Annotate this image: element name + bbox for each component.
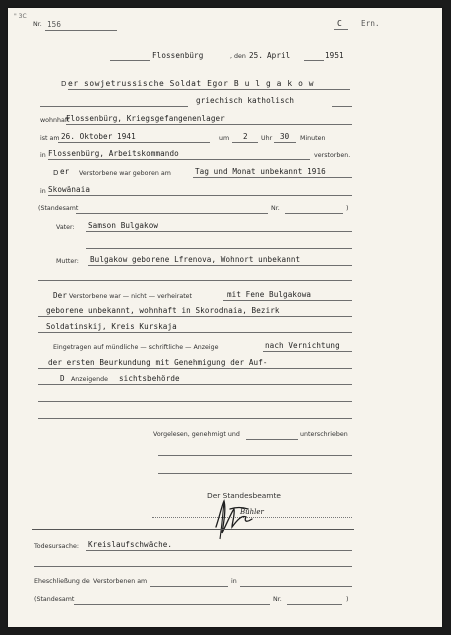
birth-place-in-label: in: [40, 188, 46, 195]
death-certificate-page: [8, 8, 442, 627]
vorgelesen-line: [246, 439, 298, 440]
spouse-value-1: mit Fene Bulgakowa: [227, 290, 312, 299]
place-value: Flossenbürg: [152, 51, 204, 60]
death-place-value: Flossenbürg, Arbeitskommando: [48, 149, 179, 158]
standesbeamte-label: Der Standesbeamte: [207, 491, 281, 500]
eingetragen-label: Eingetragen auf mündliche — schriftliche — Anzeige: [53, 344, 219, 351]
birth-standesamt-label: (Standesamt: [38, 205, 79, 212]
vater-line-2: [86, 248, 352, 249]
hour-line: [232, 142, 258, 143]
vater-line-1: [86, 231, 352, 232]
birth-standesamt-line: [76, 213, 268, 214]
official-signature-icon: [208, 495, 268, 541]
header-right-label: Ern.: [361, 19, 380, 28]
death-hour-value: 2: [243, 132, 248, 141]
birth-date-value: Tag und Monat unbekannt 1916: [195, 167, 326, 176]
date-line: [304, 60, 324, 61]
residence-line: [66, 124, 352, 125]
wohnhaft-label: wohnhaft: [40, 117, 70, 124]
married-label: Verstorbene war — nicht — verheiratet: [69, 293, 193, 300]
footer-close-paren: ): [346, 596, 349, 603]
death-place-line: [48, 159, 310, 160]
married-line-1: [223, 300, 352, 301]
nr-label: Nr.: [33, 21, 42, 28]
header-letter: C: [337, 19, 342, 28]
birth-nr-label: Nr.: [271, 205, 280, 212]
anzeigende-label: Anzeigende: [71, 376, 108, 383]
place-leading-line: [110, 60, 150, 61]
um-label: um: [219, 135, 230, 142]
signature-line-1: [158, 455, 352, 456]
birth-date-line: [193, 177, 352, 178]
register-number: 156: [47, 20, 62, 29]
mutter-line-1: [88, 265, 352, 266]
eingetragen-value-2: der ersten Beurkundung mit Genehmigung der Auf-: [48, 358, 268, 367]
minutes-line: [274, 142, 296, 143]
residence-value: Flossenbürg, Kriegsgefangenenlager: [66, 114, 225, 123]
birth-nr-line: [285, 213, 343, 214]
date-month: April: [267, 51, 291, 60]
footer-standesamt-label: (Standesamt: [34, 596, 75, 603]
den-label: , den: [230, 53, 246, 60]
eheschliessung-label: Eheschließung de: [34, 578, 90, 585]
footer-divider: [32, 529, 354, 530]
birth-place-line: [48, 195, 352, 196]
signature-text: Bühler: [240, 508, 264, 516]
anzeigende-prefix-typed: D: [60, 374, 65, 383]
todesursache-label: Todesursache:: [34, 543, 79, 550]
corner-mark: " 3C: [14, 13, 27, 20]
religion-leading-line: [40, 106, 188, 107]
death-date-line: [58, 142, 210, 143]
birth-place-value: Skowänaia: [48, 185, 91, 194]
mutter-line-2: [38, 280, 352, 281]
married-line-2: [38, 316, 352, 317]
nr-line: [45, 30, 117, 31]
uhr-label: Uhr: [261, 135, 273, 142]
birth-close-paren: ): [346, 205, 349, 212]
footer-nr-label: Nr.: [273, 596, 282, 603]
eheschliessung-label-2: Verstorbenen am: [93, 578, 148, 585]
religion-value: griechisch katholisch: [196, 96, 295, 105]
mutter-label: Mutter:: [56, 258, 79, 265]
eingetragen-line-2: [38, 368, 352, 369]
subject-description: er sowjetrussische Soldat Egor B u l g a k o w: [68, 79, 315, 88]
cause-of-death-line-2: [34, 566, 352, 567]
footer-nr-line: [287, 604, 342, 605]
spouse-value-3: Soldatinskij, Kreis Kurskaja: [46, 322, 177, 331]
marriage-in-label: in: [231, 578, 237, 585]
born-prefix-typed: er: [60, 167, 70, 176]
cause-of-death-line: [86, 550, 352, 551]
footer-standesamt-line: [74, 604, 270, 605]
vater-value: Samson Bulgakow: [88, 221, 159, 230]
death-place-in-label: in: [40, 152, 46, 159]
eingetragen-value-1: nach Vernichtung: [265, 341, 340, 350]
cause-of-death-value: Kreislaufschwäche.: [88, 540, 173, 549]
eingetragen-line-5: [38, 418, 352, 419]
married-prefix-typed: Der: [53, 291, 68, 300]
eingetragen-line-4: [38, 401, 352, 402]
eingetragen-line-3: [38, 384, 352, 385]
verstorben-label: verstorben.: [314, 152, 351, 159]
vater-label: Vater:: [56, 224, 75, 231]
vorgelesen-label: Vorgelesen, genehmigt und: [153, 431, 240, 438]
signature-line-2: [158, 473, 352, 474]
married-line-3: [38, 332, 352, 333]
marriage-date-line: [150, 586, 228, 587]
minuten-label: Minuten: [300, 135, 326, 142]
letter-underline: [334, 29, 348, 30]
religion-trailing-line: [332, 106, 352, 107]
marriage-place-line: [240, 586, 352, 587]
born-prefix: D: [53, 169, 59, 177]
eingetragen-line-1: [263, 351, 352, 352]
spouse-value-2: geborene unbekannt, wohnhaft in Skorodnaia, Bezirk: [46, 306, 280, 315]
unterschrieben-label: unterschrieben: [300, 431, 348, 438]
subject-line: [68, 89, 350, 90]
subject-prefix: D: [61, 80, 67, 88]
eingetragen-value-3: sichtsbehörde: [119, 374, 180, 383]
death-date-value: 26. Oktober 1941: [61, 132, 136, 141]
mutter-value: Bulgakow geborene Lfrenova, Wohnort unbekannt: [90, 255, 301, 264]
death-minutes-value: 30: [280, 132, 290, 141]
born-label: Verstorbene war geboren am: [79, 170, 171, 177]
date-day: 25.: [249, 51, 264, 60]
date-year: 1951: [325, 51, 344, 60]
ist-am-label: ist am: [40, 135, 60, 142]
